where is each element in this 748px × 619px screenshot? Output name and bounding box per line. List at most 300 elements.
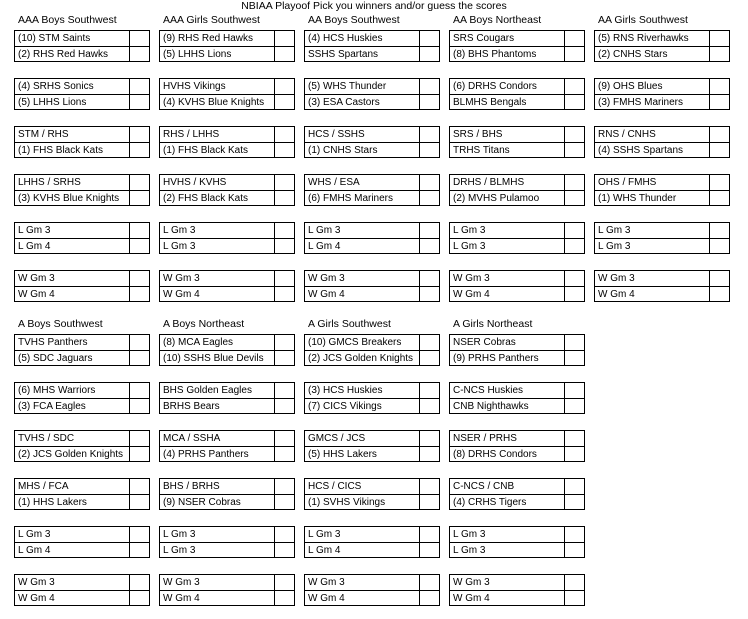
- matchup-slot: [160, 223, 294, 239]
- team-name: W Gm 3: [305, 271, 420, 286]
- score-cell[interactable]: [275, 47, 294, 62]
- score-cell[interactable]: [565, 495, 584, 510]
- team-name: W Gm 4: [160, 287, 275, 302]
- team-name: W Gm 3: [305, 575, 420, 590]
- score-cell[interactable]: [130, 447, 149, 462]
- matchup-box: [449, 478, 585, 510]
- team-name: W Gm 3: [160, 271, 275, 286]
- team-name: MHS / FCA: [15, 479, 130, 494]
- matchup-box: [159, 30, 295, 62]
- matchup-slot: [450, 399, 584, 414]
- matchup-slot: [160, 47, 294, 62]
- score-cell[interactable]: [710, 271, 729, 286]
- team-name: (8) BHS Phantoms: [450, 47, 565, 62]
- score-cell[interactable]: [275, 271, 294, 286]
- matchup-slot: [160, 175, 294, 191]
- matchup-box: [14, 478, 150, 510]
- matchup-box: [159, 222, 295, 254]
- score-cell[interactable]: [565, 447, 584, 462]
- team-name: (5) WHS Thunder: [305, 79, 420, 94]
- matchup-slot: [595, 287, 729, 302]
- matchup-slot: [450, 79, 584, 95]
- score-cell[interactable]: [420, 575, 439, 590]
- team-name: W Gm 4: [15, 591, 130, 606]
- team-name: HCS / SSHS: [305, 127, 420, 142]
- score-cell[interactable]: [420, 79, 439, 94]
- score-cell[interactable]: [275, 287, 294, 302]
- matchup-slot: [15, 543, 149, 558]
- team-name: TRHS Titans: [450, 143, 565, 158]
- score-cell[interactable]: [420, 271, 439, 286]
- matchup-slot: [305, 223, 439, 239]
- team-name: L Gm 4: [305, 543, 420, 558]
- score-cell[interactable]: [130, 31, 149, 46]
- score-cell[interactable]: [130, 95, 149, 110]
- score-cell[interactable]: [275, 31, 294, 46]
- team-name: (5) SDC Jaguars: [15, 351, 130, 366]
- score-cell[interactable]: [565, 223, 584, 238]
- score-cell[interactable]: [275, 575, 294, 590]
- score-cell[interactable]: [420, 143, 439, 158]
- matchup-slot: [450, 239, 584, 254]
- score-cell[interactable]: [130, 543, 149, 558]
- score-cell[interactable]: [275, 239, 294, 254]
- team-name: L Gm 3: [305, 527, 420, 542]
- team-name: (1) FHS Black Kats: [15, 143, 130, 158]
- score-cell[interactable]: [420, 287, 439, 302]
- score-cell[interactable]: [420, 399, 439, 414]
- team-name: (9) RHS Red Hawks: [160, 31, 275, 46]
- division-header: AA Girls Southwest: [598, 14, 688, 26]
- score-cell[interactable]: [420, 191, 439, 206]
- matchup-slot: [595, 31, 729, 47]
- score-cell[interactable]: [565, 127, 584, 142]
- team-name: (5) LHHS Lions: [15, 95, 130, 110]
- score-cell[interactable]: [420, 447, 439, 462]
- score-cell[interactable]: [130, 383, 149, 398]
- matchup-slot: [450, 479, 584, 495]
- score-cell[interactable]: [420, 591, 439, 606]
- score-cell[interactable]: [420, 127, 439, 142]
- score-cell[interactable]: [565, 239, 584, 254]
- matchup-box: [14, 382, 150, 414]
- matchup-box: [594, 126, 730, 158]
- score-cell[interactable]: [420, 527, 439, 542]
- matchup-slot: [305, 175, 439, 191]
- team-name: (3) FCA Eagles: [15, 399, 130, 414]
- team-name: (3) KVHS Blue Knights: [15, 191, 130, 206]
- team-name: STM / RHS: [15, 127, 130, 142]
- score-cell[interactable]: [710, 47, 729, 62]
- score-cell[interactable]: [420, 223, 439, 238]
- score-cell[interactable]: [130, 335, 149, 350]
- score-cell[interactable]: [275, 351, 294, 366]
- score-cell[interactable]: [275, 191, 294, 206]
- score-cell[interactable]: [420, 495, 439, 510]
- matchup-slot: [160, 479, 294, 495]
- score-cell[interactable]: [710, 127, 729, 142]
- division-header: A Boys Southwest: [18, 318, 103, 330]
- score-cell[interactable]: [275, 223, 294, 238]
- team-name: (8) MCA Eagles: [160, 335, 275, 350]
- team-name: BHS / BRHS: [160, 479, 275, 494]
- matchup-slot: [160, 239, 294, 254]
- matchup-slot: [160, 591, 294, 606]
- score-cell[interactable]: [565, 351, 584, 366]
- score-cell[interactable]: [565, 79, 584, 94]
- score-cell[interactable]: [565, 175, 584, 190]
- matchup-box: [159, 478, 295, 510]
- matchup-slot: [15, 239, 149, 254]
- team-name: W Gm 3: [15, 575, 130, 590]
- team-name: (1) FHS Black Kats: [160, 143, 275, 158]
- matchup-box: [304, 574, 440, 606]
- matchup-slot: [450, 175, 584, 191]
- score-cell[interactable]: [420, 31, 439, 46]
- matchup-box: [14, 574, 150, 606]
- score-cell[interactable]: [420, 335, 439, 350]
- team-name: DRHS / BLMHS: [450, 175, 565, 190]
- matchup-slot: [15, 47, 149, 62]
- matchup-box: [14, 126, 150, 158]
- matchup-box: [594, 78, 730, 110]
- matchup-box: [159, 270, 295, 302]
- score-cell[interactable]: [565, 527, 584, 542]
- matchup-slot: [15, 479, 149, 495]
- division-header: A Girls Southwest: [308, 318, 391, 330]
- score-cell[interactable]: [420, 95, 439, 110]
- score-cell[interactable]: [420, 239, 439, 254]
- team-name: (5) HHS Lakers: [305, 447, 420, 462]
- score-cell[interactable]: [420, 47, 439, 62]
- team-name: HVHS Vikings: [160, 79, 275, 94]
- team-name: C-NCS / CNB: [450, 479, 565, 494]
- matchup-slot: [305, 479, 439, 495]
- matchup-slot: [450, 383, 584, 399]
- team-name: SRS Cougars: [450, 31, 565, 46]
- score-cell[interactable]: [275, 591, 294, 606]
- matchup-slot: [305, 351, 439, 366]
- score-cell[interactable]: [565, 383, 584, 398]
- matchup-slot: [160, 431, 294, 447]
- team-name: (4) PRHS Panthers: [160, 447, 275, 462]
- team-name: W Gm 4: [450, 591, 565, 606]
- team-name: L Gm 3: [595, 223, 710, 238]
- score-cell[interactable]: [565, 399, 584, 414]
- score-cell[interactable]: [710, 223, 729, 238]
- matchup-slot: [305, 127, 439, 143]
- team-name: CNB Nighthawks: [450, 399, 565, 414]
- matchup-box: [449, 334, 585, 366]
- matchup-slot: [15, 271, 149, 287]
- matchup-slot: [305, 31, 439, 47]
- score-cell[interactable]: [275, 447, 294, 462]
- team-name: W Gm 3: [15, 271, 130, 286]
- score-cell[interactable]: [130, 143, 149, 158]
- matchup-box: [159, 174, 295, 206]
- team-name: L Gm 3: [305, 223, 420, 238]
- score-cell[interactable]: [275, 543, 294, 558]
- matchup-slot: [595, 239, 729, 254]
- matchup-box: [449, 526, 585, 558]
- score-cell[interactable]: [275, 175, 294, 190]
- division-header: A Boys Northeast: [163, 318, 245, 330]
- matchup-slot: [595, 271, 729, 287]
- team-name: (5) LHHS Lions: [160, 47, 275, 62]
- matchup-slot: [15, 143, 149, 158]
- score-cell[interactable]: [275, 335, 294, 350]
- matchup-slot: [595, 143, 729, 158]
- score-cell[interactable]: [565, 287, 584, 302]
- matchup-slot: [305, 191, 439, 206]
- division-header: AAA Girls Southwest: [163, 14, 260, 26]
- matchup-slot: [15, 399, 149, 414]
- score-cell[interactable]: [710, 79, 729, 94]
- matchup-box: [449, 174, 585, 206]
- matchup-box: [14, 30, 150, 62]
- score-cell[interactable]: [130, 479, 149, 494]
- score-cell[interactable]: [130, 191, 149, 206]
- matchup-slot: [450, 31, 584, 47]
- team-name: (4) SSHS Spartans: [595, 143, 710, 158]
- score-cell[interactable]: [275, 383, 294, 398]
- matchup-box: [14, 526, 150, 558]
- team-name: MCA / SSHA: [160, 431, 275, 446]
- matchup-box: [159, 526, 295, 558]
- team-name: BRHS Bears: [160, 399, 275, 414]
- score-cell[interactable]: [130, 79, 149, 94]
- score-cell[interactable]: [130, 431, 149, 446]
- score-cell[interactable]: [275, 143, 294, 158]
- matchup-box: [14, 222, 150, 254]
- team-name: (1) WHS Thunder: [595, 191, 710, 206]
- team-name: (2) JCS Golden Knights: [15, 447, 130, 462]
- team-name: NSER / PRHS: [450, 431, 565, 446]
- team-name: L Gm 4: [15, 239, 130, 254]
- matchup-slot: [305, 335, 439, 351]
- score-cell[interactable]: [130, 591, 149, 606]
- matchup-box: [304, 30, 440, 62]
- team-name: L Gm 3: [450, 543, 565, 558]
- score-cell[interactable]: [130, 351, 149, 366]
- score-cell[interactable]: [565, 575, 584, 590]
- team-name: NSER Cobras: [450, 335, 565, 350]
- team-name: LHHS / SRHS: [15, 175, 130, 190]
- matchup-slot: [305, 591, 439, 606]
- score-cell[interactable]: [275, 495, 294, 510]
- matchup-slot: [450, 287, 584, 302]
- matchup-box: [159, 574, 295, 606]
- matchup-slot: [595, 47, 729, 62]
- score-cell[interactable]: [130, 223, 149, 238]
- matchup-slot: [450, 495, 584, 510]
- matchup-slot: [305, 495, 439, 510]
- matchup-slot: [450, 431, 584, 447]
- score-cell[interactable]: [130, 271, 149, 286]
- matchup-slot: [160, 575, 294, 591]
- matchup-box: [449, 30, 585, 62]
- matchup-slot: [305, 47, 439, 62]
- team-name: (1) SVHS Vikings: [305, 495, 420, 510]
- matchup-slot: [15, 431, 149, 447]
- matchup-slot: [15, 591, 149, 606]
- score-cell[interactable]: [275, 79, 294, 94]
- team-name: W Gm 4: [160, 591, 275, 606]
- matchup-slot: [15, 175, 149, 191]
- division-header: A Girls Northeast: [453, 318, 533, 330]
- team-name: (3) HCS Huskies: [305, 383, 420, 398]
- score-cell[interactable]: [130, 287, 149, 302]
- matchup-box: [14, 270, 150, 302]
- score-cell[interactable]: [565, 95, 584, 110]
- team-name: (6) MHS Warriors: [15, 383, 130, 398]
- score-cell[interactable]: [565, 431, 584, 446]
- matchup-slot: [15, 575, 149, 591]
- score-cell[interactable]: [420, 479, 439, 494]
- matchup-box: [449, 430, 585, 462]
- team-name: W Gm 4: [305, 591, 420, 606]
- score-cell[interactable]: [130, 527, 149, 542]
- team-name: L Gm 3: [15, 223, 130, 238]
- matchup-slot: [595, 79, 729, 95]
- matchup-slot: [595, 223, 729, 239]
- matchup-box: [449, 78, 585, 110]
- score-cell[interactable]: [130, 175, 149, 190]
- matchup-slot: [450, 591, 584, 606]
- score-cell[interactable]: [565, 591, 584, 606]
- team-name: W Gm 4: [450, 287, 565, 302]
- score-cell[interactable]: [710, 287, 729, 302]
- team-name: (2) RHS Red Hawks: [15, 47, 130, 62]
- team-name: HCS / CICS: [305, 479, 420, 494]
- team-name: L Gm 3: [160, 527, 275, 542]
- team-name: (4) CRHS Tigers: [450, 495, 565, 510]
- score-cell[interactable]: [420, 351, 439, 366]
- score-cell[interactable]: [710, 95, 729, 110]
- team-name: W Gm 4: [15, 287, 130, 302]
- score-cell[interactable]: [275, 95, 294, 110]
- score-cell[interactable]: [710, 191, 729, 206]
- team-name: W Gm 4: [305, 287, 420, 302]
- score-cell[interactable]: [420, 431, 439, 446]
- team-name: (9) NSER Cobras: [160, 495, 275, 510]
- score-cell[interactable]: [565, 47, 584, 62]
- score-cell[interactable]: [565, 479, 584, 494]
- matchup-box: [449, 222, 585, 254]
- team-name: (9) PRHS Panthers: [450, 351, 565, 366]
- matchup-slot: [160, 95, 294, 110]
- matchup-slot: [305, 383, 439, 399]
- matchup-box: [14, 174, 150, 206]
- matchup-slot: [160, 383, 294, 399]
- score-cell[interactable]: [565, 335, 584, 350]
- matchup-slot: [160, 527, 294, 543]
- matchup-slot: [305, 431, 439, 447]
- matchup-slot: [160, 143, 294, 158]
- score-cell[interactable]: [275, 479, 294, 494]
- score-cell[interactable]: [275, 527, 294, 542]
- team-name: (4) SRHS Sonics: [15, 79, 130, 94]
- team-name: (4) HCS Huskies: [305, 31, 420, 46]
- score-cell[interactable]: [710, 143, 729, 158]
- score-cell[interactable]: [565, 191, 584, 206]
- score-cell[interactable]: [710, 175, 729, 190]
- team-name: L Gm 4: [305, 239, 420, 254]
- matchup-slot: [15, 127, 149, 143]
- team-name: (1) CNHS Stars: [305, 143, 420, 158]
- matchup-box: [14, 430, 150, 462]
- matchup-box: [304, 222, 440, 254]
- score-cell[interactable]: [710, 31, 729, 46]
- team-name: (7) CICS Vikings: [305, 399, 420, 414]
- team-name: (6) FMHS Mariners: [305, 191, 420, 206]
- matchup-box: [449, 126, 585, 158]
- score-cell[interactable]: [130, 127, 149, 142]
- score-cell[interactable]: [565, 271, 584, 286]
- team-name: (6) DRHS Condors: [450, 79, 565, 94]
- matchup-slot: [160, 447, 294, 462]
- matchup-slot: [595, 95, 729, 110]
- matchup-slot: [595, 175, 729, 191]
- score-cell[interactable]: [275, 431, 294, 446]
- matchup-slot: [160, 287, 294, 302]
- team-name: BLMHS Bengals: [450, 95, 565, 110]
- team-name: SRS / BHS: [450, 127, 565, 142]
- score-cell[interactable]: [420, 383, 439, 398]
- team-name: L Gm 3: [450, 239, 565, 254]
- score-cell[interactable]: [130, 47, 149, 62]
- matchup-box: [304, 334, 440, 366]
- team-name: RHS / LHHS: [160, 127, 275, 142]
- score-cell[interactable]: [420, 175, 439, 190]
- matchup-slot: [450, 575, 584, 591]
- matchup-slot: [15, 191, 149, 206]
- matchup-slot: [15, 447, 149, 462]
- score-cell[interactable]: [565, 31, 584, 46]
- team-name: (10) STM Saints: [15, 31, 130, 46]
- score-cell[interactable]: [710, 239, 729, 254]
- matchup-box: [449, 382, 585, 414]
- score-cell[interactable]: [275, 399, 294, 414]
- matchup-box: [594, 222, 730, 254]
- division-header: AA Boys Northeast: [453, 14, 542, 26]
- score-cell[interactable]: [275, 127, 294, 142]
- score-cell[interactable]: [130, 399, 149, 414]
- score-cell[interactable]: [420, 543, 439, 558]
- matchup-slot: [595, 191, 729, 206]
- team-name: (3) ESA Castors: [305, 95, 420, 110]
- matchup-slot: [305, 143, 439, 158]
- score-cell[interactable]: [130, 495, 149, 510]
- team-name: L Gm 3: [15, 527, 130, 542]
- matchup-slot: [305, 287, 439, 302]
- score-cell[interactable]: [565, 143, 584, 158]
- matchup-slot: [160, 351, 294, 366]
- matchup-slot: [15, 335, 149, 351]
- matchup-slot: [450, 95, 584, 110]
- matchup-slot: [450, 447, 584, 462]
- matchup-box: [159, 382, 295, 414]
- matchup-slot: [305, 271, 439, 287]
- matchup-slot: [160, 271, 294, 287]
- team-name: TVHS Panthers: [15, 335, 130, 350]
- score-cell[interactable]: [565, 543, 584, 558]
- team-name: L Gm 3: [450, 223, 565, 238]
- score-cell[interactable]: [130, 575, 149, 590]
- score-cell[interactable]: [130, 239, 149, 254]
- matchup-box: [449, 574, 585, 606]
- division-header: AA Boys Southwest: [308, 14, 400, 26]
